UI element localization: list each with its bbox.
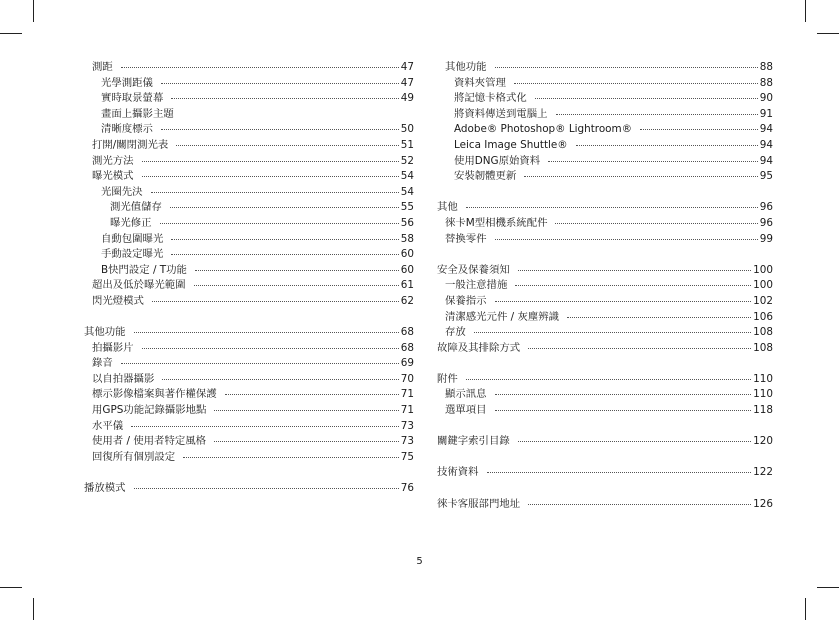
toc-entry-title: 播放模式	[84, 482, 126, 495]
toc-entry-page: 102	[753, 294, 773, 307]
toc-entry[interactable]	[84, 247, 414, 263]
toc-entry-page: 73	[400, 435, 414, 448]
toc-entry-title: 其他功能	[445, 61, 487, 73]
toc-entry-title: 安裝韌體更新	[454, 170, 517, 183]
toc-dot-leader	[194, 285, 399, 286]
toc-entry-title: 選單項目	[445, 404, 487, 417]
toc-dot-leader	[528, 348, 751, 349]
toc-entry-page: 110	[753, 388, 773, 401]
toc-entry[interactable]	[84, 434, 414, 450]
toc-entry[interactable]	[84, 263, 414, 279]
toc-entry-title: 標示影像檔案與著作權保護	[92, 388, 217, 401]
toc-entry[interactable]	[437, 91, 773, 107]
toc-entry[interactable]	[84, 481, 414, 497]
toc-dot-leader	[183, 457, 399, 458]
toc-entry-title: 閃光燈模式	[92, 294, 144, 307]
toc-dot-leader	[171, 254, 398, 255]
toc-entry-title: 其他	[437, 201, 458, 214]
toc-entry[interactable]	[437, 169, 773, 185]
toc-entry-title: Leica Image Shuttle®	[454, 138, 568, 151]
toc-entry-page: 94	[759, 123, 773, 136]
toc-dot-leader	[160, 223, 399, 224]
toc-entry[interactable]	[84, 356, 414, 372]
toc-dot-leader	[121, 363, 399, 364]
toc-entry-title: 徠卡M型相機系統配件	[445, 216, 548, 229]
toc-dot-leader	[225, 394, 399, 395]
toc-entry[interactable]	[437, 138, 773, 154]
toc-dot-leader	[176, 145, 399, 146]
toc-entry-title: 將資料傳送到電腦上	[454, 107, 548, 120]
toc-entry-page: 88	[759, 76, 773, 89]
toc-entry-page: 70	[400, 372, 414, 385]
toc-entry-page: 94	[759, 154, 773, 167]
toc-entry-page: 96	[759, 216, 773, 229]
toc-dot-leader	[131, 426, 399, 427]
toc-dot-leader	[170, 207, 399, 208]
toc-entry-page: 54	[400, 170, 414, 183]
toc-entry[interactable]	[437, 387, 773, 403]
toc-entry[interactable]	[84, 403, 414, 419]
crop-mark	[817, 587, 839, 588]
toc-entry[interactable]	[84, 325, 414, 341]
toc-entry-title: 錄音	[92, 357, 113, 370]
toc-entry-title: 用GPS功能記錄攝影地點	[92, 404, 207, 417]
toc-entry-title: 以自拍器攝影	[92, 372, 155, 385]
toc-entry-page: 50	[400, 123, 414, 136]
toc-entry-title: 自動包圍曝光	[101, 232, 164, 245]
toc-dot-leader	[515, 285, 751, 286]
toc-entry-page: 69	[400, 357, 414, 370]
toc-entry-title: 測光方法	[92, 154, 134, 167]
toc-entry-title: 光圈先決	[101, 185, 143, 198]
toc-entry[interactable]	[437, 154, 773, 170]
toc-entry-title: 清晰度標示	[101, 123, 153, 136]
toc-entry-page: 56	[400, 216, 414, 229]
toc-dot-leader	[142, 348, 399, 349]
toc-entry-page: 47	[400, 61, 414, 73]
toc-entry[interactable]	[437, 434, 773, 450]
toc-entry-page: 76	[400, 482, 414, 495]
toc-entry-page: 49	[400, 92, 414, 105]
toc-dot-leader	[518, 441, 751, 442]
toc-dot-leader	[171, 239, 398, 240]
toc-entry-page: 61	[400, 279, 414, 292]
toc-dot-leader	[548, 161, 758, 162]
toc-dot-leader	[576, 145, 758, 146]
toc-entry-title: 顯示訊息	[445, 388, 487, 401]
toc-entry[interactable]	[437, 216, 773, 232]
toc-entry[interactable]	[437, 76, 773, 92]
toc-entry[interactable]	[84, 60, 414, 76]
toc-entry[interactable]	[437, 497, 773, 513]
toc-dot-leader	[640, 129, 758, 130]
toc-dot-leader	[171, 98, 398, 99]
toc-dot-leader	[121, 67, 399, 68]
toc-entry[interactable]	[437, 310, 773, 326]
toc-entry-page: 55	[400, 201, 414, 214]
toc-entry[interactable]	[437, 263, 773, 279]
toc-entry-page: 68	[400, 341, 414, 354]
toc-entry[interactable]	[84, 76, 414, 92]
toc-entry-page: 118	[753, 404, 773, 417]
toc-dot-leader	[214, 441, 399, 442]
toc-entry[interactable]	[84, 200, 414, 216]
toc-entry-title: 光學測距儀	[101, 76, 153, 89]
toc-entry[interactable]	[84, 138, 414, 154]
toc-entry-title: 手動設定曝光	[101, 248, 164, 261]
toc-entry[interactable]	[437, 341, 773, 357]
toc-entry[interactable]	[84, 154, 414, 170]
toc-entry-page: 110	[753, 372, 773, 385]
toc-dot-leader	[555, 223, 757, 224]
toc-entry[interactable]	[84, 107, 414, 123]
toc-dot-leader	[495, 239, 758, 240]
toc-entry[interactable]	[437, 294, 773, 310]
toc-right-column	[437, 60, 773, 512]
toc-entry-page: 100	[753, 263, 773, 276]
toc-entry[interactable]	[437, 60, 773, 76]
toc-dot-leader	[162, 379, 398, 380]
toc-entry-page: 73	[400, 419, 414, 432]
toc-entry-title: 將記憶卡格式化	[454, 92, 527, 105]
toc-dot-leader	[151, 192, 399, 193]
page-number: 5	[416, 556, 423, 567]
toc-entry-title: 附件	[437, 372, 458, 385]
toc-entry-title: 保養指示	[445, 294, 487, 307]
toc-entry[interactable]	[84, 294, 414, 310]
toc-entry-title: 畫面上攝影主題	[101, 107, 174, 120]
toc-entry-page: 71	[400, 388, 414, 401]
toc-entry-title: 測光值儲存	[110, 201, 162, 214]
toc-entry-page: 100	[753, 279, 773, 292]
toc-entry-page: 108	[753, 341, 773, 354]
toc-entry-title: 替換零件	[445, 232, 487, 245]
toc-entry[interactable]	[84, 387, 414, 403]
toc-entry[interactable]	[437, 325, 773, 341]
toc-entry-title: 技術資料	[437, 466, 479, 479]
toc-entry-title: 曝光模式	[92, 170, 134, 183]
toc-entry-page: 122	[753, 466, 773, 479]
toc-entry[interactable]	[437, 278, 773, 294]
toc-spacer	[437, 450, 773, 466]
toc-entry-page: 88	[759, 61, 773, 73]
toc-entry[interactable]	[437, 122, 773, 138]
toc-dot-leader	[567, 317, 751, 318]
toc-entry-title: 關鍵字索引目錄	[437, 435, 510, 448]
toc-entry[interactable]	[437, 465, 773, 481]
toc-dot-leader	[495, 410, 752, 411]
toc-dot-leader	[142, 161, 399, 162]
toc-entry[interactable]	[84, 91, 414, 107]
toc-entry-title: Adobe® Photoshop® Lightroom®	[454, 123, 633, 136]
toc-entry-page: 47	[400, 76, 414, 89]
toc-entry-title: 清潔感光元件 / 灰塵辨識	[445, 310, 560, 323]
toc-spacer	[437, 185, 773, 201]
toc-spacer	[84, 465, 414, 481]
toc-entry-page: 99	[759, 232, 773, 245]
toc-entry-page: 51	[400, 138, 414, 151]
crop-mark	[33, 0, 34, 22]
toc-dot-leader	[474, 332, 751, 333]
toc-dot-leader	[514, 83, 758, 84]
toc-entry-title: 水平儀	[92, 419, 124, 432]
toc-entry-page: 126	[753, 497, 773, 510]
crop-mark	[805, 0, 806, 22]
toc-entry-title: 安全及保養須知	[437, 263, 510, 276]
crop-mark	[33, 598, 34, 620]
toc-entry-title: 拍攝影片	[92, 341, 134, 354]
toc-entry-title: 曝光修正	[110, 216, 152, 229]
toc-entry-title: 使用者 / 使用者特定風格	[92, 435, 207, 448]
toc-entry-page: 60	[400, 248, 414, 261]
toc-entry-page: 91	[759, 107, 773, 120]
toc-entry[interactable]	[84, 341, 414, 357]
toc-entry[interactable]	[84, 278, 414, 294]
toc-entry[interactable]	[84, 216, 414, 232]
toc-entry-title: 測距	[92, 61, 113, 73]
toc-entry-title: 存放	[445, 326, 466, 339]
toc-entry-title: 其他功能	[84, 326, 126, 339]
toc-entry-page: 75	[400, 450, 414, 463]
toc-dot-leader	[142, 176, 399, 177]
crop-mark	[805, 598, 806, 620]
toc-dot-leader	[518, 270, 751, 271]
toc-entry-title: 實時取景螢幕	[101, 92, 164, 105]
toc-entry-page: 108	[753, 326, 773, 339]
toc-entry-page: 60	[400, 263, 414, 276]
toc-spacer	[437, 419, 773, 435]
toc-dot-leader	[214, 410, 398, 411]
toc-dot-leader	[556, 114, 758, 115]
toc-entry-page: 96	[759, 201, 773, 214]
toc-entry-page: 58	[400, 232, 414, 245]
toc-dot-leader	[195, 270, 399, 271]
toc-dot-leader	[535, 98, 758, 99]
crop-mark	[0, 33, 22, 34]
toc-entry[interactable]	[84, 372, 414, 388]
toc-dot-leader	[161, 83, 399, 84]
toc-entry-page: 54	[400, 185, 414, 198]
toc-spacer	[84, 310, 414, 326]
toc-dot-leader	[524, 176, 757, 177]
toc-dot-leader	[487, 472, 752, 473]
toc-entry-title: 故障及其排除方式	[437, 341, 521, 354]
toc-entry[interactable]	[437, 403, 773, 419]
toc-entry-page: 106	[753, 310, 773, 323]
toc-entry[interactable]	[437, 107, 773, 123]
toc-dot-leader	[495, 301, 752, 302]
toc-dot-leader	[495, 394, 752, 395]
toc-entry-page: 71	[400, 404, 414, 417]
toc-entry-page: 120	[753, 435, 773, 448]
toc-entry-page: 52	[400, 154, 414, 167]
toc-spacer	[437, 356, 773, 372]
toc-dot-leader	[466, 379, 751, 380]
toc-entry-title: 徠卡客服部門地址	[437, 497, 521, 510]
toc-dot-leader	[495, 67, 758, 68]
toc-entry-title: 超出及低於曝光範圍	[92, 279, 186, 292]
toc-spacer	[437, 481, 773, 497]
toc-entry[interactable]	[437, 200, 773, 216]
toc-entry-title: 回復所有個別設定	[92, 450, 176, 463]
toc-entry[interactable]	[84, 232, 414, 248]
toc-entry[interactable]	[84, 169, 414, 185]
toc-spacer	[437, 247, 773, 263]
toc-entry[interactable]	[84, 450, 414, 466]
toc-entry[interactable]	[84, 419, 414, 435]
toc-entry[interactable]	[437, 232, 773, 248]
crop-mark	[817, 33, 839, 34]
toc-entry-page: 95	[759, 170, 773, 183]
toc-dot-leader	[134, 332, 399, 333]
toc-entry-title: 一般注意措施	[445, 279, 508, 292]
toc-dot-leader	[134, 488, 399, 489]
toc-entry-page: 90	[759, 92, 773, 105]
toc-dot-leader	[466, 207, 758, 208]
toc-entry-page: 94	[759, 138, 773, 151]
toc-entry-title: B快門設定 / T功能	[101, 263, 187, 276]
toc-entry-page: 62	[400, 294, 414, 307]
toc-entry-title: 使用DNG原始資料	[454, 154, 541, 167]
toc-dot-leader	[152, 301, 399, 302]
toc-entry[interactable]	[437, 372, 773, 388]
toc-entry-title: 打開/關閉測光表	[92, 138, 169, 151]
toc-entry[interactable]	[84, 185, 414, 201]
toc-entry-page: 68	[400, 326, 414, 339]
crop-mark	[0, 587, 22, 588]
toc-left-column	[84, 60, 414, 497]
toc-entry[interactable]	[84, 122, 414, 138]
toc-dot-leader	[161, 129, 399, 130]
toc-entry-title: 資料夾管理	[454, 76, 506, 89]
toc-dot-leader	[528, 504, 751, 505]
